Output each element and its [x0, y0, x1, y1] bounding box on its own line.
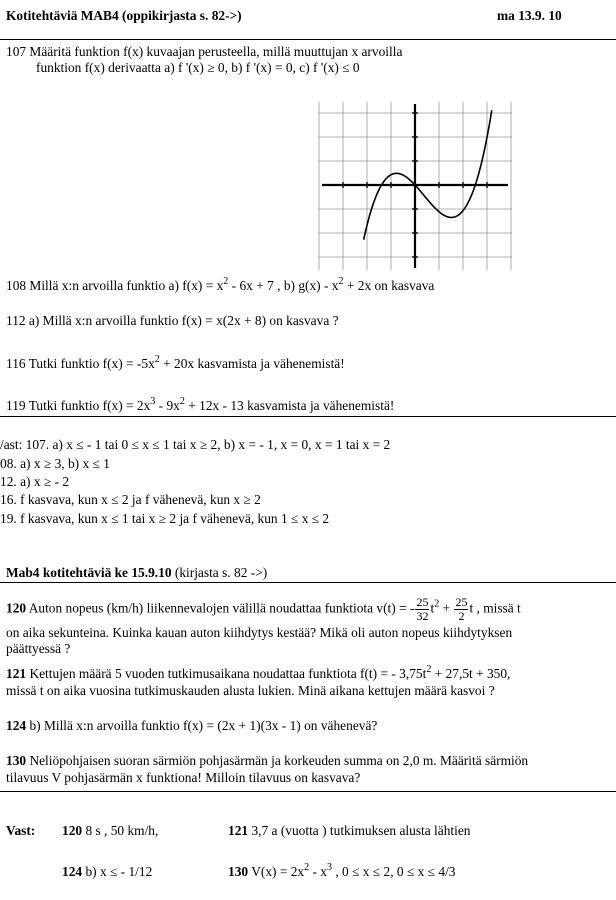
answer-116: 16. f kasvava, kun x ≤ 2 ja f vähenevä, kun x ≥ 2 — [0, 492, 261, 507]
answer-130: 130 $V(x) = 2x^2 - x^3$ , 0 ≤ x ≤ 2, 0 ≤ x ≤ 4/3 — [228, 862, 456, 879]
task-121-line1: 121 Kettujen määrä 5 vuoden tutkimusaikana noudattaa funktiota f(t) = - $3,75t^2 + 27,5t + 350$, — [6, 664, 511, 681]
task-120-line2: on aika sekunteina. Kuinka kauan auton kiihdytys kestää? Mikä oli auton nopeus kiihdytyksen — [6, 625, 513, 640]
task-121-line2: missä t on aika vuosina tutkimuskauden alusta lukien. Minä aikana kettujen määrä kasvoi ? — [6, 683, 495, 698]
fraction: $\frac{25}{32}$ — [416, 595, 429, 623]
task-119: 119 Tutki funktio $f(x) = 2x^3 - 9x^2 + 12x - 13$ kasvamista ja vähenemistä! — [6, 396, 395, 413]
answer-119: 19. f kasvava, kun x ≤ 1 tai x ≥ 2 ja f vähenevä, kun 1 ≤ x ≤ 2 — [0, 511, 330, 526]
page-title: Kotitehtäviä MAB4 (oppikirjasta s. 82->) — [6, 8, 242, 23]
function-graph — [316, 100, 514, 272]
answer-121: 121 3,7 a (vuotta ) tutkimuksen alusta lähtien — [228, 823, 471, 838]
task-124: 124 b) Millä x:n arvoilla funktio f(x) = (2x + 1)(3x - 1) on vähenevä? — [6, 718, 378, 733]
fraction: $\frac{25}{2}$ — [455, 595, 468, 623]
task-120-line3: päättyessä ? — [6, 641, 71, 656]
task-107-line1: 107 Määritä funktion f(x) kuvaajan perusteella, millä muuttujan x arvoilla — [6, 44, 403, 59]
graph-curve — [364, 110, 492, 239]
task-112: 112 a) Millä x:n arvoilla funktio f(x) = x(2x + 8) on kasvava ? — [6, 313, 339, 328]
task-130-line1: 130 Neliöpohjaisen suoran särmiön pohjasärmän ja korkeuden summa on 2,0 m. Määritä särmiön — [6, 753, 529, 768]
task-130-line2: tilavuus V pohjasärmän x funktiona! Milloin tilavuus on kasvava? — [6, 770, 361, 785]
task-107-line2: funktion f(x) derivaatta a) f '(x) ≥ 0, b) f '(x) = 0, c) f '(x) ≤ 0 — [36, 60, 360, 75]
divider — [0, 416, 616, 417]
task-116: 116 Tutki funktio $f(x) = -5x^2 + 20x$ kasvamista ja vähenemistä! — [6, 354, 345, 371]
answer-124: 124 b) x ≤ - 1/12 — [62, 864, 153, 879]
header-date: ma 13.9. 10 — [497, 8, 562, 23]
answers-label: Vast: — [6, 823, 36, 838]
divider — [0, 39, 616, 40]
divider — [0, 582, 616, 583]
task-108: 108 Millä x:n arvoilla funktio a) $f(x) = x^2 - 6x + 7$ , b) $g(x) - x^2 + 2x$ on kasvava — [6, 276, 435, 293]
task-120-line1: 120 Auton nopeus (km/h) liikennevalojen välillä noudattaa funktiota v(t) = - $\frac{25}{32}$ $t^2$ + $\frac{25}{2}$ t , missä t — [6, 595, 521, 623]
answer-120: 120 8 s , 50 km/h, — [62, 823, 159, 838]
answer-112: 12. a) x ≥ - 2 — [0, 474, 70, 489]
divider — [0, 791, 616, 792]
section-2-title: Mab4 kotitehtäviä ke 15.9.10 (kirjasta s. 82 ->) — [6, 565, 268, 580]
answer-108: 08. a) x ≥ 3, b) x ≤ 1 — [0, 456, 110, 471]
answer-107: /ast: 107. a) x ≤ - 1 tai 0 ≤ x ≤ 1 tai x ≥ 2, b) x = - 1, x = 0, x = 1 tai x = 2 — [0, 437, 391, 452]
